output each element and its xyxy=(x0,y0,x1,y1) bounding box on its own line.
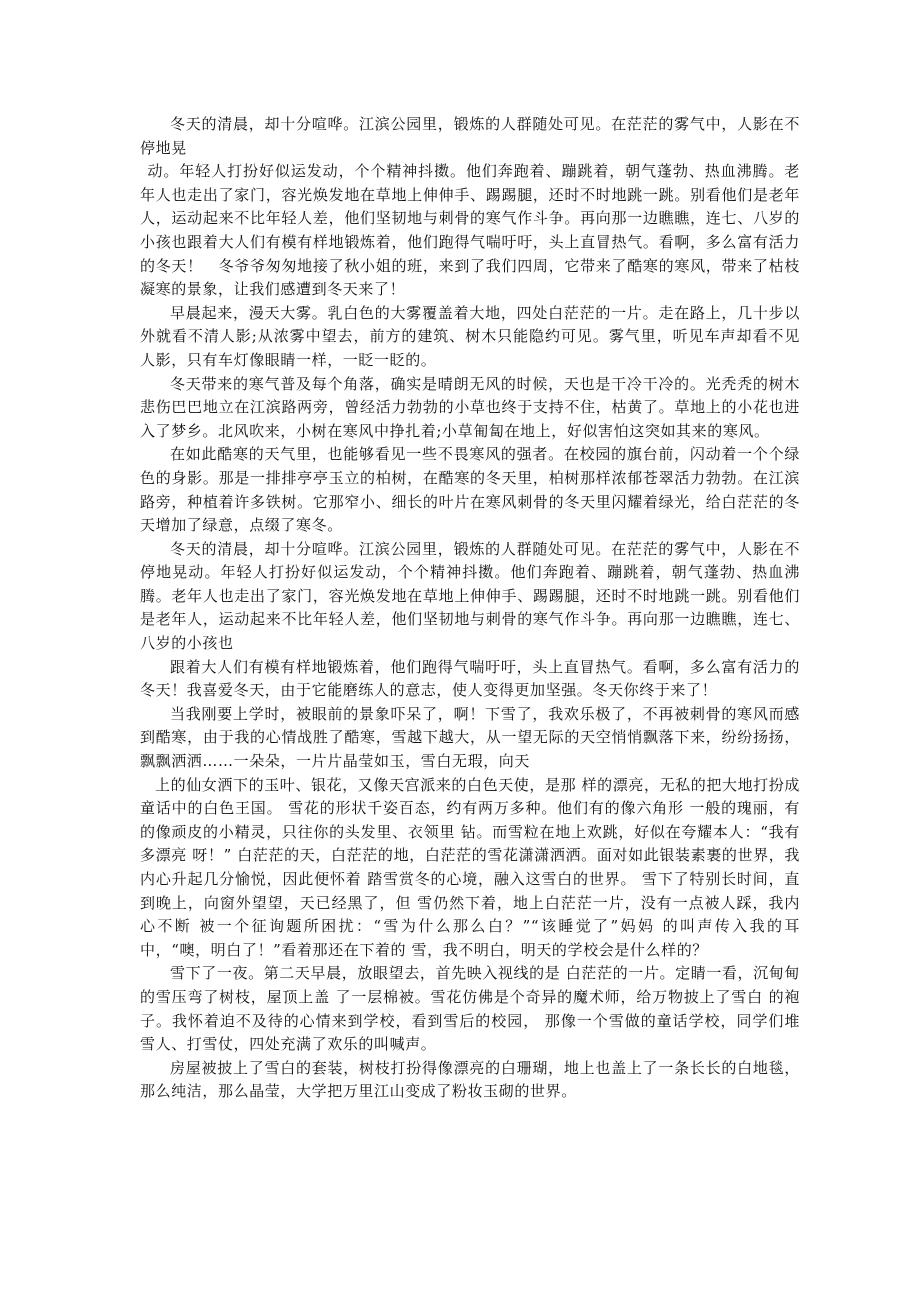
article-body xyxy=(140,113,800,1104)
paragraph-10: 雪下了一夜。第二天早晨，放眼望去，首先映入视线的是 白茫茫的一片。定睛一看，沉甸甸的雪压弯了树枝，屋顶上盖 了一层棉被。雪花仿佛是个奇异的魔术师，给万物披上了雪白 的袍子。我怀着迫不及待的心情来到学校，看到雪后的校园， 那像一个雪做的童话学校，同学们堆雪人、打雪仗，四处充满了欢乐的叫喊声。 xyxy=(140,964,800,1054)
paragraph-2: 动。年轻人打扮好似运发动，个个精神抖擞。他们奔跑着、蹦跳着，朝气蓬勃、热血沸腾。老年人也走出了家门，容光焕发地在草地上伸伸手、踢踢腿，还时不时地跳一跳。别看他们是老年人，运动起来不比年轻人差，他们坚韧地与刺骨的寒气作斗争。再向那一边瞧瞧，连七、八岁的小孩也跟着大人们有模有样地锻炼着，他们跑得气喘吁吁，头上直冒热气。看啊，多么富有活力的冬天！ 冬爷爷匆匆地接了秋小姐的班，来到了我们四周，它带来了酷寒的寒风，带来了枯枝凝寒的景象，让我们感遭到冬天来了！ xyxy=(140,162,800,299)
paragraph-1: 冬天的清晨，却十分喧哗。江滨公园里，锻炼的人群随处可见。在茫茫的雾气中，人影在不停地晃 xyxy=(140,115,800,157)
paragraph-6: 冬天的清晨，却十分喧哗。江滨公园里，锻炼的人群随处可见。在茫茫的雾气中，人影在不停地晃动。年轻人打扮好似运发动，个个精神抖擞。他们奔跑着、蹦跳着，朝气蓬勃、热血沸腾。老年人也走出了家门，容光焕发地在草地上伸伸手、踢踢腿，还时不时地跳一跳。别看他们是老年人，运动起来不比年轻人差，他们坚韧地与刺骨的寒气作斗争。再向那一边瞧瞧，连七、八岁的小孩也 xyxy=(140,539,800,653)
paragraph-9: 上的仙女洒下的玉叶、银花，又像天宫派来的白色天使，是那 样的漂亮，无私的把大地打扮成童话中的白色王国。 雪花的形状千姿百态，约有两万多种。他们有的像六角形 一般的瑰丽，有的像顽皮的小精灵，只往你的头发里、衣领里 钻。而雪粒在地上欢跳，好似在夸耀本人：“我有多漂亮 呀！” 白茫茫的天，白茫茫的地，白茫茫的雪花潇潇洒洒。面对如此银装素裹的世界，我内心升起几分愉悦，因此便怀着 踏雪赏冬的心境，融入这雪白的世界。 雪下了特别长时间，直到晚上，向窗外望望，天已经黑了，但 雪仍然下着，地上白茫茫一片，没有一点被人踩，我内心不断 被一个征询题所困扰：“雪为什么那么白？”“该睡觉了”妈妈 的叫声传入我的耳中，“噢，明白了！”看着那还在下着的 雪，我不明白，明天的学校会是什么样的？ xyxy=(140,775,800,959)
paragraph-7: 跟着大人们有模有样地锻炼着，他们跑得气喘吁吁，头上直冒热气。看啊，多么富有活力的冬天！我喜爱冬天，由于它能磨练人的意志，使人变得更加坚强。冬天你终于来了！ xyxy=(140,657,800,700)
paragraph-3: 早晨起来，漫天大雾。乳白色的大雾覆盖着大地，四处白茫茫的一片。走在路上，几十步以外就看不清人影;从浓雾中望去，前方的建筑、树木只能隐约可见。雾气里，听见车声却看不见人影，只有车灯像眼睛一样，一眨一眨的。 xyxy=(140,303,800,369)
paragraph-11: 房屋被披上了雪白的套装，树枝打扮得像漂亮的白珊瑚，地上也盖上了一条长长的白地毯，那么纯洁，那么晶莹，大学把万里江山变成了粉妆玉砌的世界。 xyxy=(140,1058,800,1101)
paragraph-8: 当我刚要上学时，被眼前的景象吓呆了，啊！下雪了，我欢乐极了，不再被刺骨的寒风而感到酷寒，由于我的心情战胜了酷寒，雪越下越大，从一望无际的天空悄悄飘落下来，纷纷扬扬，飘飘洒洒……一朵朵，一片片晶莹如玉，雪白无瑕，向天 xyxy=(140,704,800,771)
paragraph-4: 冬天带来的寒气普及每个角落，确实是晴朗无风的时候，天也是干冷干冷的。光秃秃的树木悲伤巴巴地立在江滨路两旁，曾经活力勃勃的小草也终于支持不住，枯黄了。草地上的小花也进入了梦乡。北风吹来，小树在寒风中挣扎着;小草匍匐在地上，好似害怕这突如其来的寒风。 xyxy=(140,374,800,440)
paragraph-5: 在如此酷寒的天气里，也能够看见一些不畏寒风的强者。在校园的旗台前，闪动着一个个绿色的身影。那是一排排亭亭玉立的柏树，在酷寒的冬天里，柏树那样浓郁苍翠活力勃勃。在江滨路旁，种植着许多铁树。它那窄小、细长的叶片在寒风刺骨的冬天里闪耀着绿光，给白茫茫的冬天增加了绿意，点缀了寒冬。 xyxy=(140,445,800,535)
